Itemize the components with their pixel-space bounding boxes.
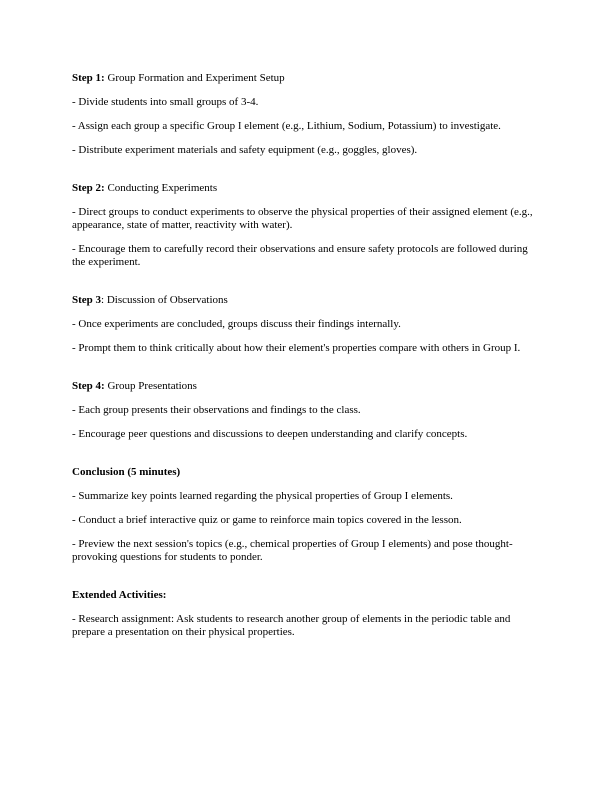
list-item: - Prompt them to think critically about how their element's properties compare with others in Group I. <box>72 342 521 354</box>
section-heading <box>72 589 542 602</box>
section-title: Group Presentations <box>104 380 197 392</box>
section-label: Step 1: <box>72 72 105 84</box>
section-step-4 <box>72 380 542 441</box>
section-title: : Discussion of Observations <box>101 294 228 306</box>
section-step-1 <box>72 72 542 157</box>
list-item: - Once experiments are concluded, groups discuss their findings internally. <box>72 318 401 330</box>
section-heading <box>72 72 542 85</box>
list-item: - Assign each group a specific Group I element (e.g., Lithium, Sodium, Potassium) to investigate. <box>72 120 501 132</box>
list-item: - Preview the next session's topics (e.g., chemical properties of Group I elements) and pose thought-provoking questions for students to ponder. <box>72 538 513 563</box>
section-title: Conducting Experiments <box>104 182 218 194</box>
list-item: - Summarize key points learned regarding the physical properties of Group I elements. <box>72 490 453 502</box>
section-title: Group Formation and Experiment Setup <box>104 72 285 84</box>
section-extended-activities <box>72 589 542 639</box>
section-heading <box>72 182 542 195</box>
list-item: - Divide students into small groups of 3-4. <box>72 96 259 108</box>
section-heading <box>72 294 542 307</box>
section-heading <box>72 380 542 393</box>
list-item: - Conduct a brief interactive quiz or game to reinforce main topics covered in the lesson. <box>72 514 462 526</box>
list-item: - Direct groups to conduct experiments to observe the physical properties of their assigned element (e.g., appearance, state of matter, reactivity with water). <box>72 206 533 231</box>
section-label: Step 4: <box>72 380 105 392</box>
list-item: - Each group presents their observations and findings to the class. <box>72 404 361 416</box>
section-step-3 <box>72 294 542 355</box>
section-label: Extended Activities: <box>72 589 167 601</box>
document-page <box>72 72 542 664</box>
list-item: - Encourage peer questions and discussions to deepen understanding and clarify concepts. <box>72 428 468 440</box>
section-step-2 <box>72 182 542 269</box>
section-label: Conclusion (5 minutes) <box>72 466 181 478</box>
section-heading <box>72 466 542 479</box>
list-item: - Encourage them to carefully record their observations and ensure safety protocols are followed during the experiment. <box>72 243 528 268</box>
list-item: - Distribute experiment materials and safety equipment (e.g., goggles, gloves). <box>72 144 418 156</box>
section-label: Step 2: <box>72 182 105 194</box>
section-conclusion <box>72 466 542 564</box>
section-label: Step 3 <box>72 294 102 306</box>
list-item: - Research assignment: Ask students to research another group of elements in the periodic table and prepare a presentation on their physical properties. <box>72 613 511 638</box>
